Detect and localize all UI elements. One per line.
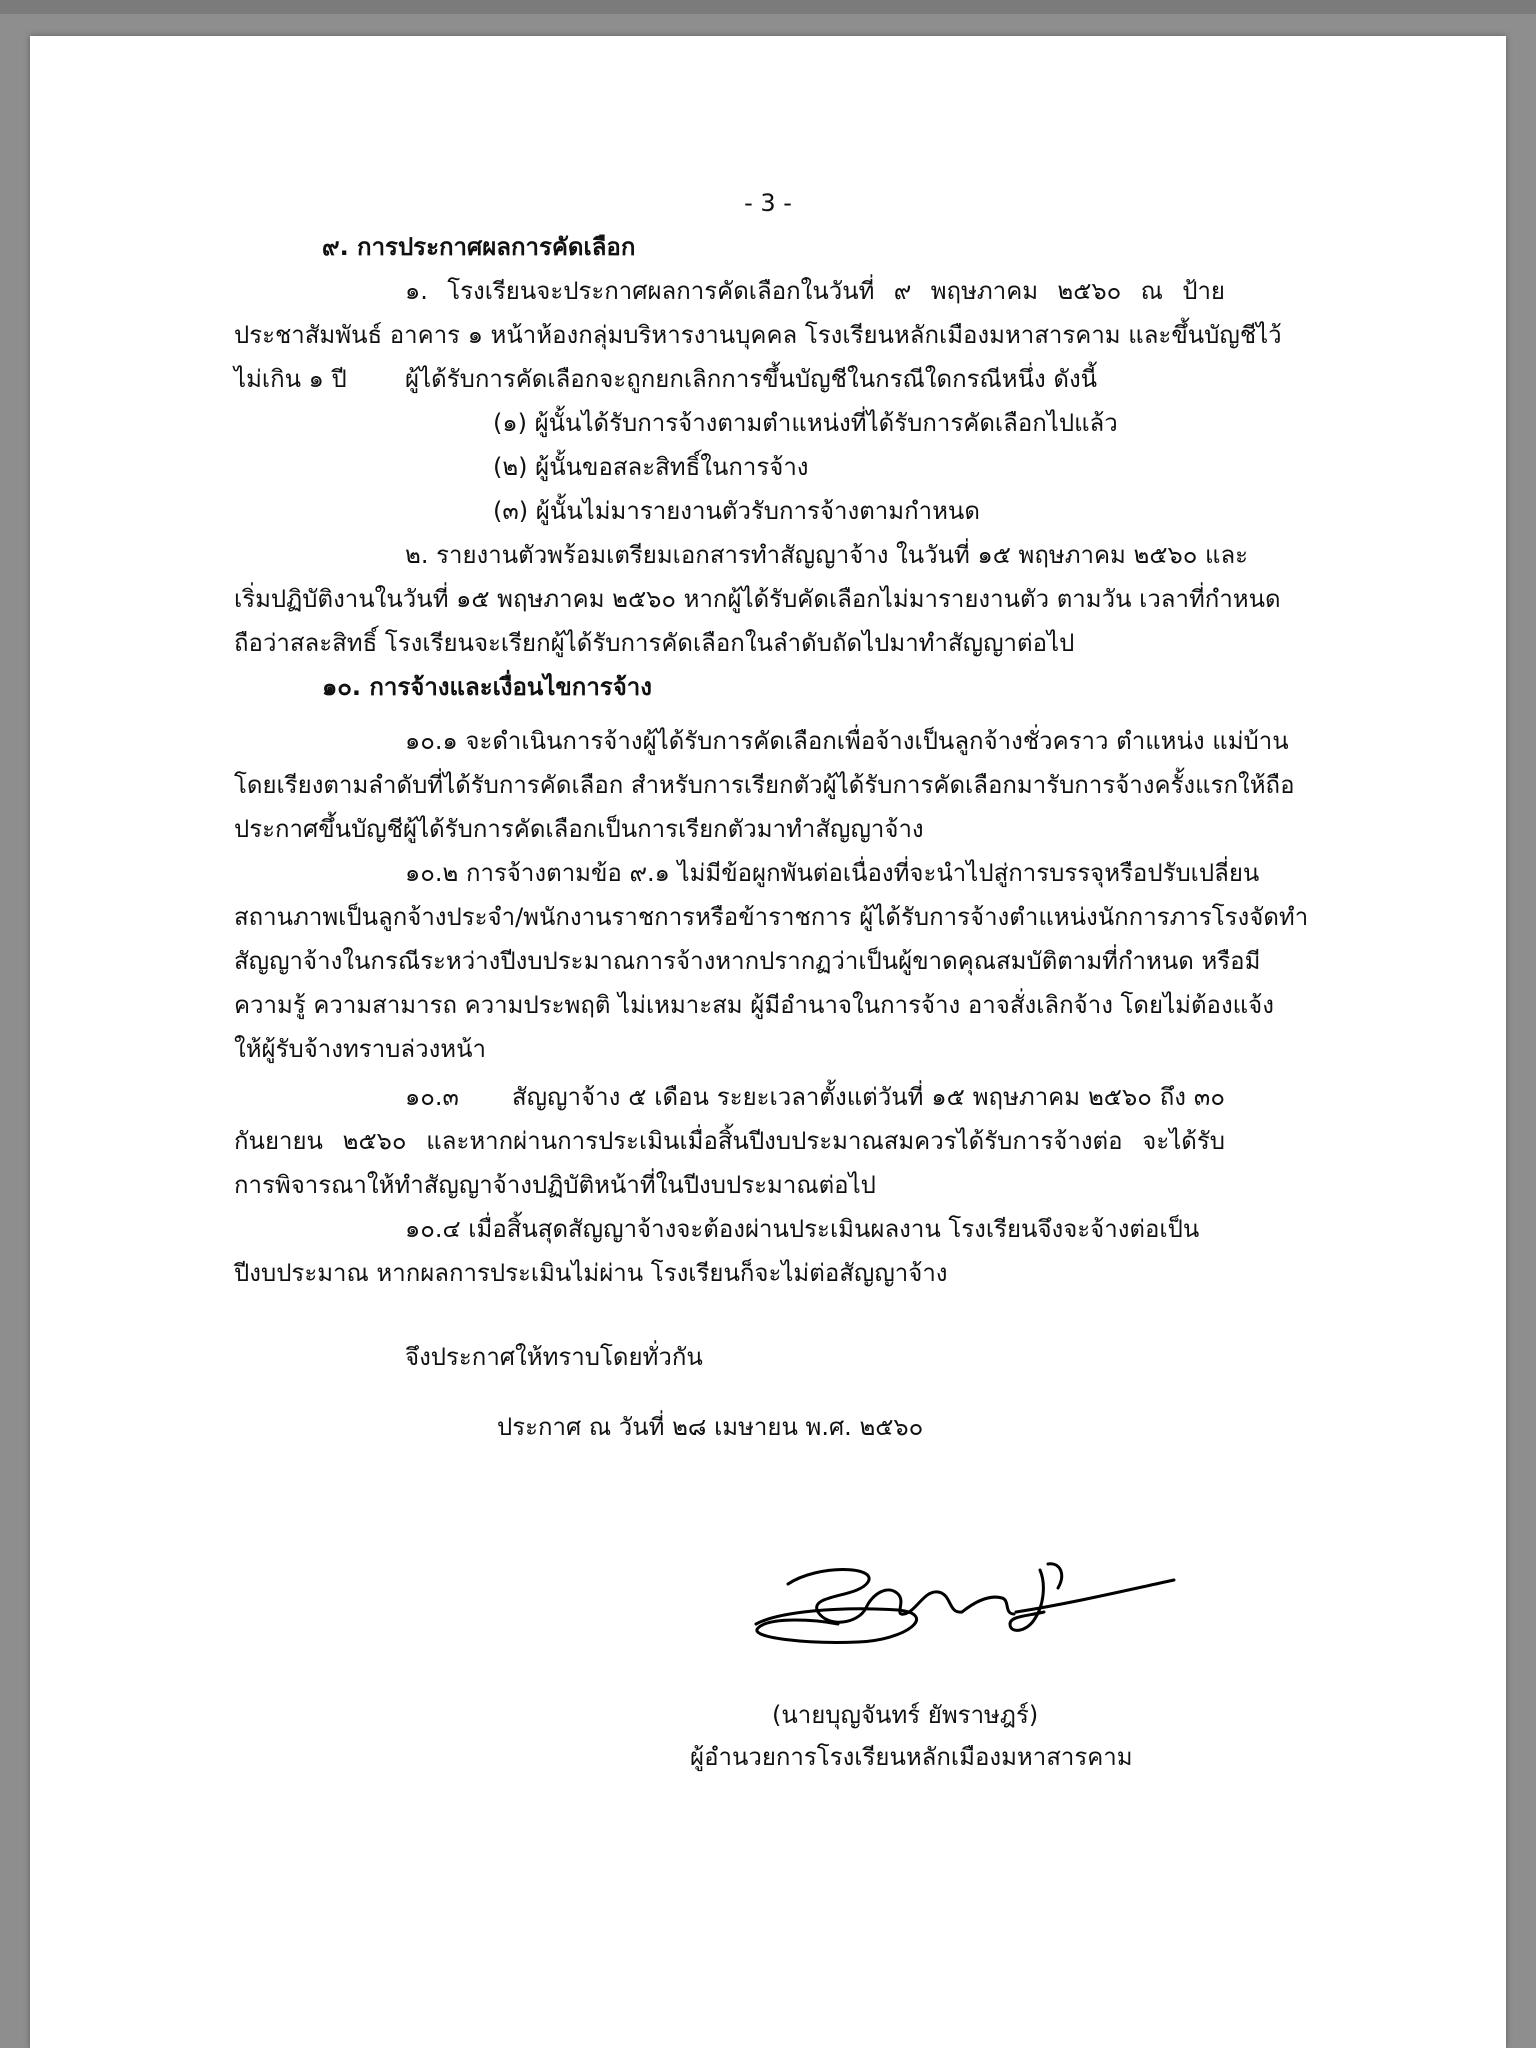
section-9-p1-line2: ประชาสัมพันธ์ อาคาร ๑ หน้าห้องกลุ่มบริหารงานบุคคล โรงเรียนหลักเมืองมหาสารคาม และขึ้นบัญชีไว้ bbox=[234, 321, 1282, 349]
section-9-p1-line3a: ไม่เกิน ๑ ปี bbox=[234, 365, 347, 393]
section-10-1-line1: ๑๐.๑ จะดำเนินการจ้างผู้ได้รับการคัดเลือกเพื่อจ้างเป็นลูกจ้างชั่วคราว ตำแหน่ง แม่บ้าน bbox=[405, 727, 1289, 755]
signer-title: ผู้อำนวยการโรงเรียนหลักเมืองมหาสารคาม bbox=[690, 1743, 1133, 1771]
section-10-3-line2: กันยายน ๒๕๖๐ และหากผ่านการประเมินเมื่อสิ้นปีงบประมาณสมควรได้รับการจ้างต่อ จะได้รับ bbox=[234, 1127, 1225, 1155]
section-9-p2-line2: เริ่มปฏิบัติงานในวันที่ ๑๕ พฤษภาคม ๒๕๖๐ หากผู้ได้รับคัดเลือกไม่มารายงานตัว ตามวัน เวลาที่กำหนด bbox=[234, 585, 1281, 613]
section-10-1-line3: ประกาศขึ้นบัญชีผู้ได้รับการคัดเลือกเป็นการเรียกตัวมาทำสัญญาจ้าง bbox=[234, 815, 924, 843]
section-10-2-line2: สถานภาพเป็นลูกจ้างประจำ/พนักงานราชการหรือข้าราชการ ผู้ได้รับการจ้างตำแหน่งนักการภารโรงจัดทำ bbox=[234, 903, 1309, 931]
section-9-heading: ๙. การประกาศผลการคัดเลือก bbox=[322, 233, 636, 261]
announcement-date: ประกาศ ณ วันที่ ๒๘ เมษายน พ.ศ. ๒๕๖๐ bbox=[497, 1413, 924, 1441]
section-9-p1-line1: ๑. โรงเรียนจะประกาศผลการคัดเลือกในวันที่ ๙ พฤษภาคม ๒๕๖๐ ณ ป้าย bbox=[405, 277, 1225, 305]
section-9-item-1: (๑) ผู้นั้นได้รับการจ้างตามตำแหน่งที่ได้รับการคัดเลือกไปแล้ว bbox=[493, 409, 1118, 437]
section-9-item-2: (๒) ผู้นั้นขอสละสิทธิ์ในการจ้าง bbox=[493, 453, 809, 481]
section-10-1-line2: โดยเรียงตามลำดับที่ได้รับการคัดเลือก สำหรับการเรียกตัวผู้ได้รับการคัดเลือกมารับการจ้างครั้งแรกให้ถือ bbox=[234, 771, 1295, 799]
section-9-p1-line3b: ผู้ได้รับการคัดเลือกจะถูกยกเลิกการขึ้นบัญชีในกรณีใดกรณีหนึ่ง ดังนี้ bbox=[405, 365, 1098, 393]
section-10-4-line2: ปีงบประมาณ หากผลการประเมินไม่ผ่าน โรงเรียนก็จะไม่ต่อสัญญาจ้าง bbox=[234, 1259, 948, 1287]
section-9-p2-line3: ถือว่าสละสิทธิ์ โรงเรียนจะเรียกผู้ได้รับการคัดเลือกในลำดับถัดไปมาทำสัญญาต่อไป bbox=[234, 629, 1075, 657]
section-10-2-line5: ให้ผู้รับจ้างทราบล่วงหน้า bbox=[234, 1035, 487, 1063]
section-10-4-line1: ๑๐.๔ เมื่อสิ้นสุดสัญญาจ้างจะต้องผ่านประเมินผลงาน โรงเรียนจึงจะจ้างต่อเป็น bbox=[405, 1215, 1200, 1243]
section-10-2-line4: ความรู้ ความสามารถ ความประพฤติ ไม่เหมาะสม ผู้มีอำนาจในการจ้าง อาจสั่งเลิกจ้าง โดยไม่ต้องแจ้ง bbox=[234, 991, 1274, 1019]
section-10-3-line3: การพิจารณาให้ทำสัญญาจ้างปฏิบัติหน้าที่ในปีงบประมาณต่อไป bbox=[234, 1171, 876, 1199]
section-10-3-line1: สัญญาจ้าง ๕ เดือน ระยะเวลาตั้งแต่วันที่ ๑๕ พฤษภาคม ๒๕๖๐ ถึง ๓๐ bbox=[512, 1083, 1225, 1111]
section-10-2-line1: ๑๐.๒ การจ้างตามข้อ ๙.๑ ไม่มีข้อผูกพันต่อเนื่องที่จะนำไปสู่การบรรจุหรือปรับเปลี่ยน bbox=[405, 859, 1260, 887]
page-number: - 3 - bbox=[744, 189, 792, 217]
closing-statement: จึงประกาศให้ทราบโดยทั่วกัน bbox=[405, 1343, 703, 1371]
section-10-heading: ๑๐. การจ้างและเงื่อนไขการจ้าง bbox=[322, 673, 652, 701]
document-page bbox=[30, 36, 1506, 2048]
viewer-top-bar bbox=[0, 0, 1536, 14]
signer-name: (นายบุญจันทร์ ยัพราษฎร์) bbox=[772, 1701, 1039, 1729]
signature-image bbox=[748, 1554, 1178, 1650]
section-10-2-line3: สัญญาจ้างในกรณีระหว่างปีงบประมาณการจ้างหากปรากฏว่าเป็นผู้ขาดคุณสมบัติตามที่กำหนด หรือมี bbox=[234, 947, 1261, 975]
section-9-item-3: (๓) ผู้นั้นไม่มารายงานตัวรับการจ้างตามกำหนด bbox=[493, 497, 980, 525]
section-9-p2-line1: ๒. รายงานตัวพร้อมเตรียมเอกสารทำสัญญาจ้าง ในวันที่ ๑๕ พฤษภาคม ๒๕๖๐ และ bbox=[405, 541, 1249, 569]
section-10-3-number: ๑๐.๓ bbox=[405, 1083, 459, 1111]
